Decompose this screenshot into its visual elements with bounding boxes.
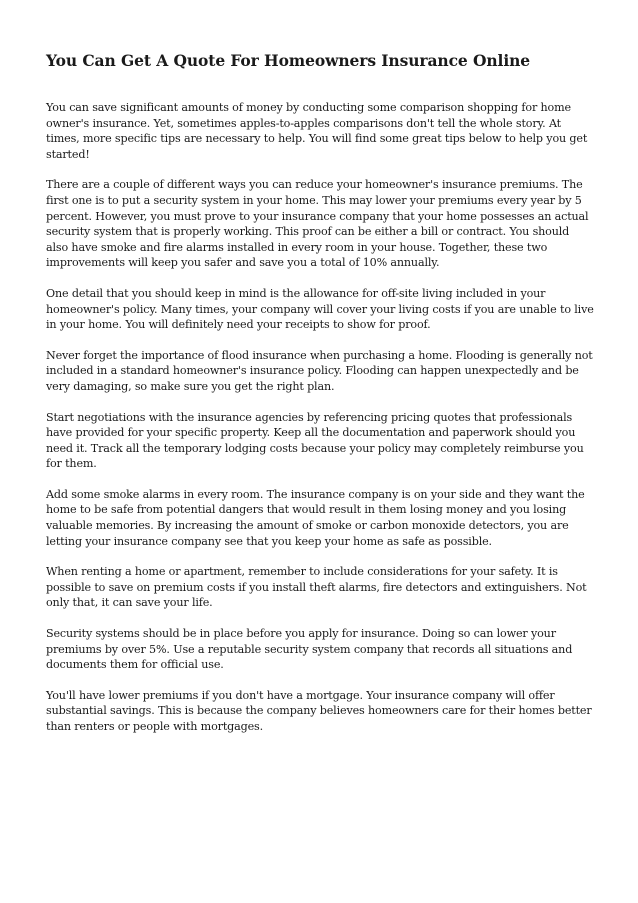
paragraph-smoke-alarms: Add some smoke alarms in every room. The insurance company is on your side and they want the home to be safe from potential dangers that would result in them losing money and you losing valuable memories. By increasing the amount of smoke or carbon monoxide detectors, you are letting your insurance company see that you keep your home as safe as possible. <box>46 487 585 548</box>
paragraph-security-before-insurance: Security systems should be in place before you apply for insurance. Doing so can lower your premiums by over 5%. Use a reputable security system company that records all situations and documents them for official use. <box>46 627 573 672</box>
paragraph-security-system: There are a couple of different ways you can reduce your homeowner's insurance premiums. The first one is to put a security system in your home. This may lower your premiums every year by 5 percent. However, you must prove to your insurance company that your home possesses an actual security system that is properly working. This proof can be either a bill or contract. You should also have smoke and fire alarms installed in every room in your house. Together, these two improvements will keep you safer and save you a total of 10% annually. <box>46 178 589 270</box>
paragraph-mortgage: You'll have lower premiums if you don't have a mortgage. Your insurance company will offer substantial savings. This is because the company believes homeowners care for their homes better than renters or people with mortgages. <box>46 688 592 733</box>
document-title: You Can Get A Quote For Homeowners Insurance Online <box>46 51 531 70</box>
paragraph-renting: When renting a home or apartment, remember to include considerations for your safety. It is possible to save on premium costs if you install theft alarms, fire detectors and extinguishers. Not only that, it can save your life. <box>46 565 587 610</box>
paragraph-off-site-living: One detail that you should keep in mind is the allowance for off-site living included in your homeowner's policy. Many times, your company will cover your living costs if you are unable to live in your home. You will definitely need your receipts to show for proof. <box>46 286 594 332</box>
paragraph-negotiations: Start negotiations with the insurance agencies by referencing pricing quotes that professionals have provided for your specific property. Keep all the documentation and paperwork should you need it. Track all the temporary lodging costs because your policy may completely reimburse you for them. <box>46 410 584 471</box>
paragraph-intro: You can save significant amounts of money by conducting some comparison shopping for home owner's insurance. Yet, sometimes apples-to-apples comparisons don't tell the whole story. At times, more specific tips are necessary to help. You will find some great tips below to help you get started! <box>46 101 588 161</box>
document-page <box>46 50 594 750</box>
paragraph-flood-insurance: Never forget the importance of flood insurance when purchasing a home. Flooding is generally not included in a standard homeowner's insurance policy. Flooding can happen unexpectedly and be very damaging, so make sure you get the right plan. <box>46 348 593 393</box>
